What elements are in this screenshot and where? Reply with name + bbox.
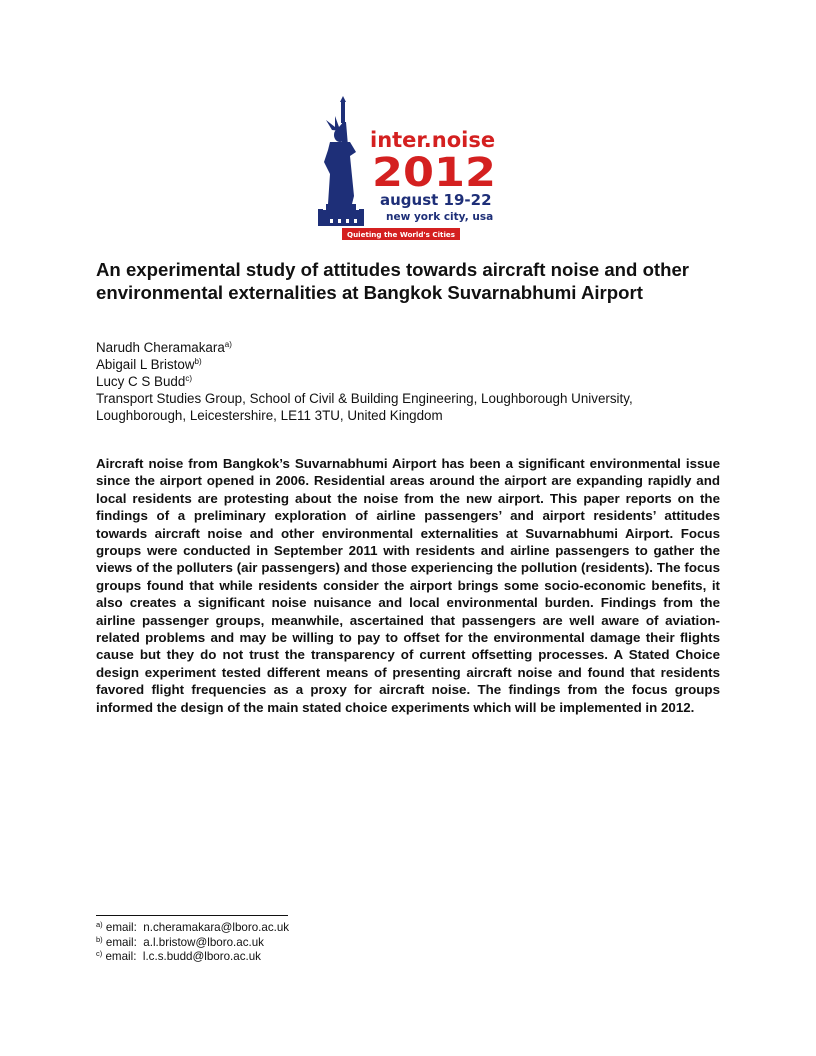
footnote-b <box>96 936 496 951</box>
author-block <box>96 339 736 424</box>
logo-year: 2012 <box>372 150 496 196</box>
author-mark: c) <box>185 374 192 383</box>
email-link[interactable]: a.l.bristow@lboro.ac.uk <box>143 935 264 949</box>
footnote-c <box>96 950 496 965</box>
conference-logo <box>318 96 502 242</box>
author-3 <box>96 373 736 390</box>
footnote-label: email: <box>105 921 137 934</box>
author-name: Abigail L Bristow <box>96 357 195 372</box>
author-2 <box>96 356 736 373</box>
logo-dates: august 19-22 <box>380 191 492 209</box>
author-name: Lucy C S Budd <box>96 374 186 389</box>
footnote-mark: a) <box>96 920 103 929</box>
author-mark: b) <box>194 357 202 366</box>
statue-of-liberty-icon <box>318 96 502 242</box>
footnote-label: email: <box>105 950 137 964</box>
footnote-divider <box>96 915 288 916</box>
footnotes <box>96 921 496 965</box>
author-name: Narudh Cheramakara <box>96 340 225 355</box>
logo-tagline: Quieting the World's Cities <box>347 231 455 239</box>
abstract: Aircraft noise from Bangkok’s Suvarnabhumi Airport has been a significant environmental issue since the airport opened in 2006. Residential areas around the airport are expanding rapidly and local residents are protesting about the noise from the new airport. This paper reports on the findings of a preliminary exploration of airline passengers’ and airport residents’ attitudes towards aircraft noise and other environmental externalities at Suvarnabhumi Airport. Focus groups were conducted in September 2011 with residents and airline passengers to gather the views of the polluters (air passengers) and those experiencing the pollution (residents). The focus groups found that while residents consider the airport brings some socio-economic benefits, it also creates a significant noise nuisance and local environmental burden. Findings from the airline passenger groups, meanwhile, ascertained that passengers are well aware of aviation-related problems and may be willing to pay to offset for the environmental damage their flights cause but they do not trust the transparency of current offsetting processes. A Stated Choice design experiment tested different means of presenting aircraft noise and found that residents favored flight frequencies as a proxy for aircraft noise. The findings from the focus groups informed the design of the main stated choice experiments which will be implemented in 2012. <box>96 456 720 715</box>
footnote-a <box>96 921 496 936</box>
paper-title: An experimental study of attitudes towards aircraft noise and other environmental externalities at Bangkok Suvarnabhumi Airport <box>96 259 690 303</box>
author-1 <box>96 339 736 356</box>
footnote-mark: c) <box>96 949 103 959</box>
footnote-mark: b) <box>96 934 103 944</box>
logo-city: new york city, usa <box>386 211 494 223</box>
email-link[interactable]: n.cheramakara@lboro.ac.uk <box>143 921 290 934</box>
affiliation-line-1: Transport Studies Group, School of Civil & Building Engineering, Loughborough University, <box>96 391 633 406</box>
email-link[interactable]: l.c.s.budd@lboro.ac.uk <box>142 950 261 964</box>
affiliation-line-2: Loughborough, Leicestershire, LE11 3TU, United Kingdom <box>96 408 443 423</box>
logo-brand: inter.noise <box>370 128 496 152</box>
author-mark: a) <box>224 340 232 349</box>
footnote-label: email: <box>105 935 137 949</box>
